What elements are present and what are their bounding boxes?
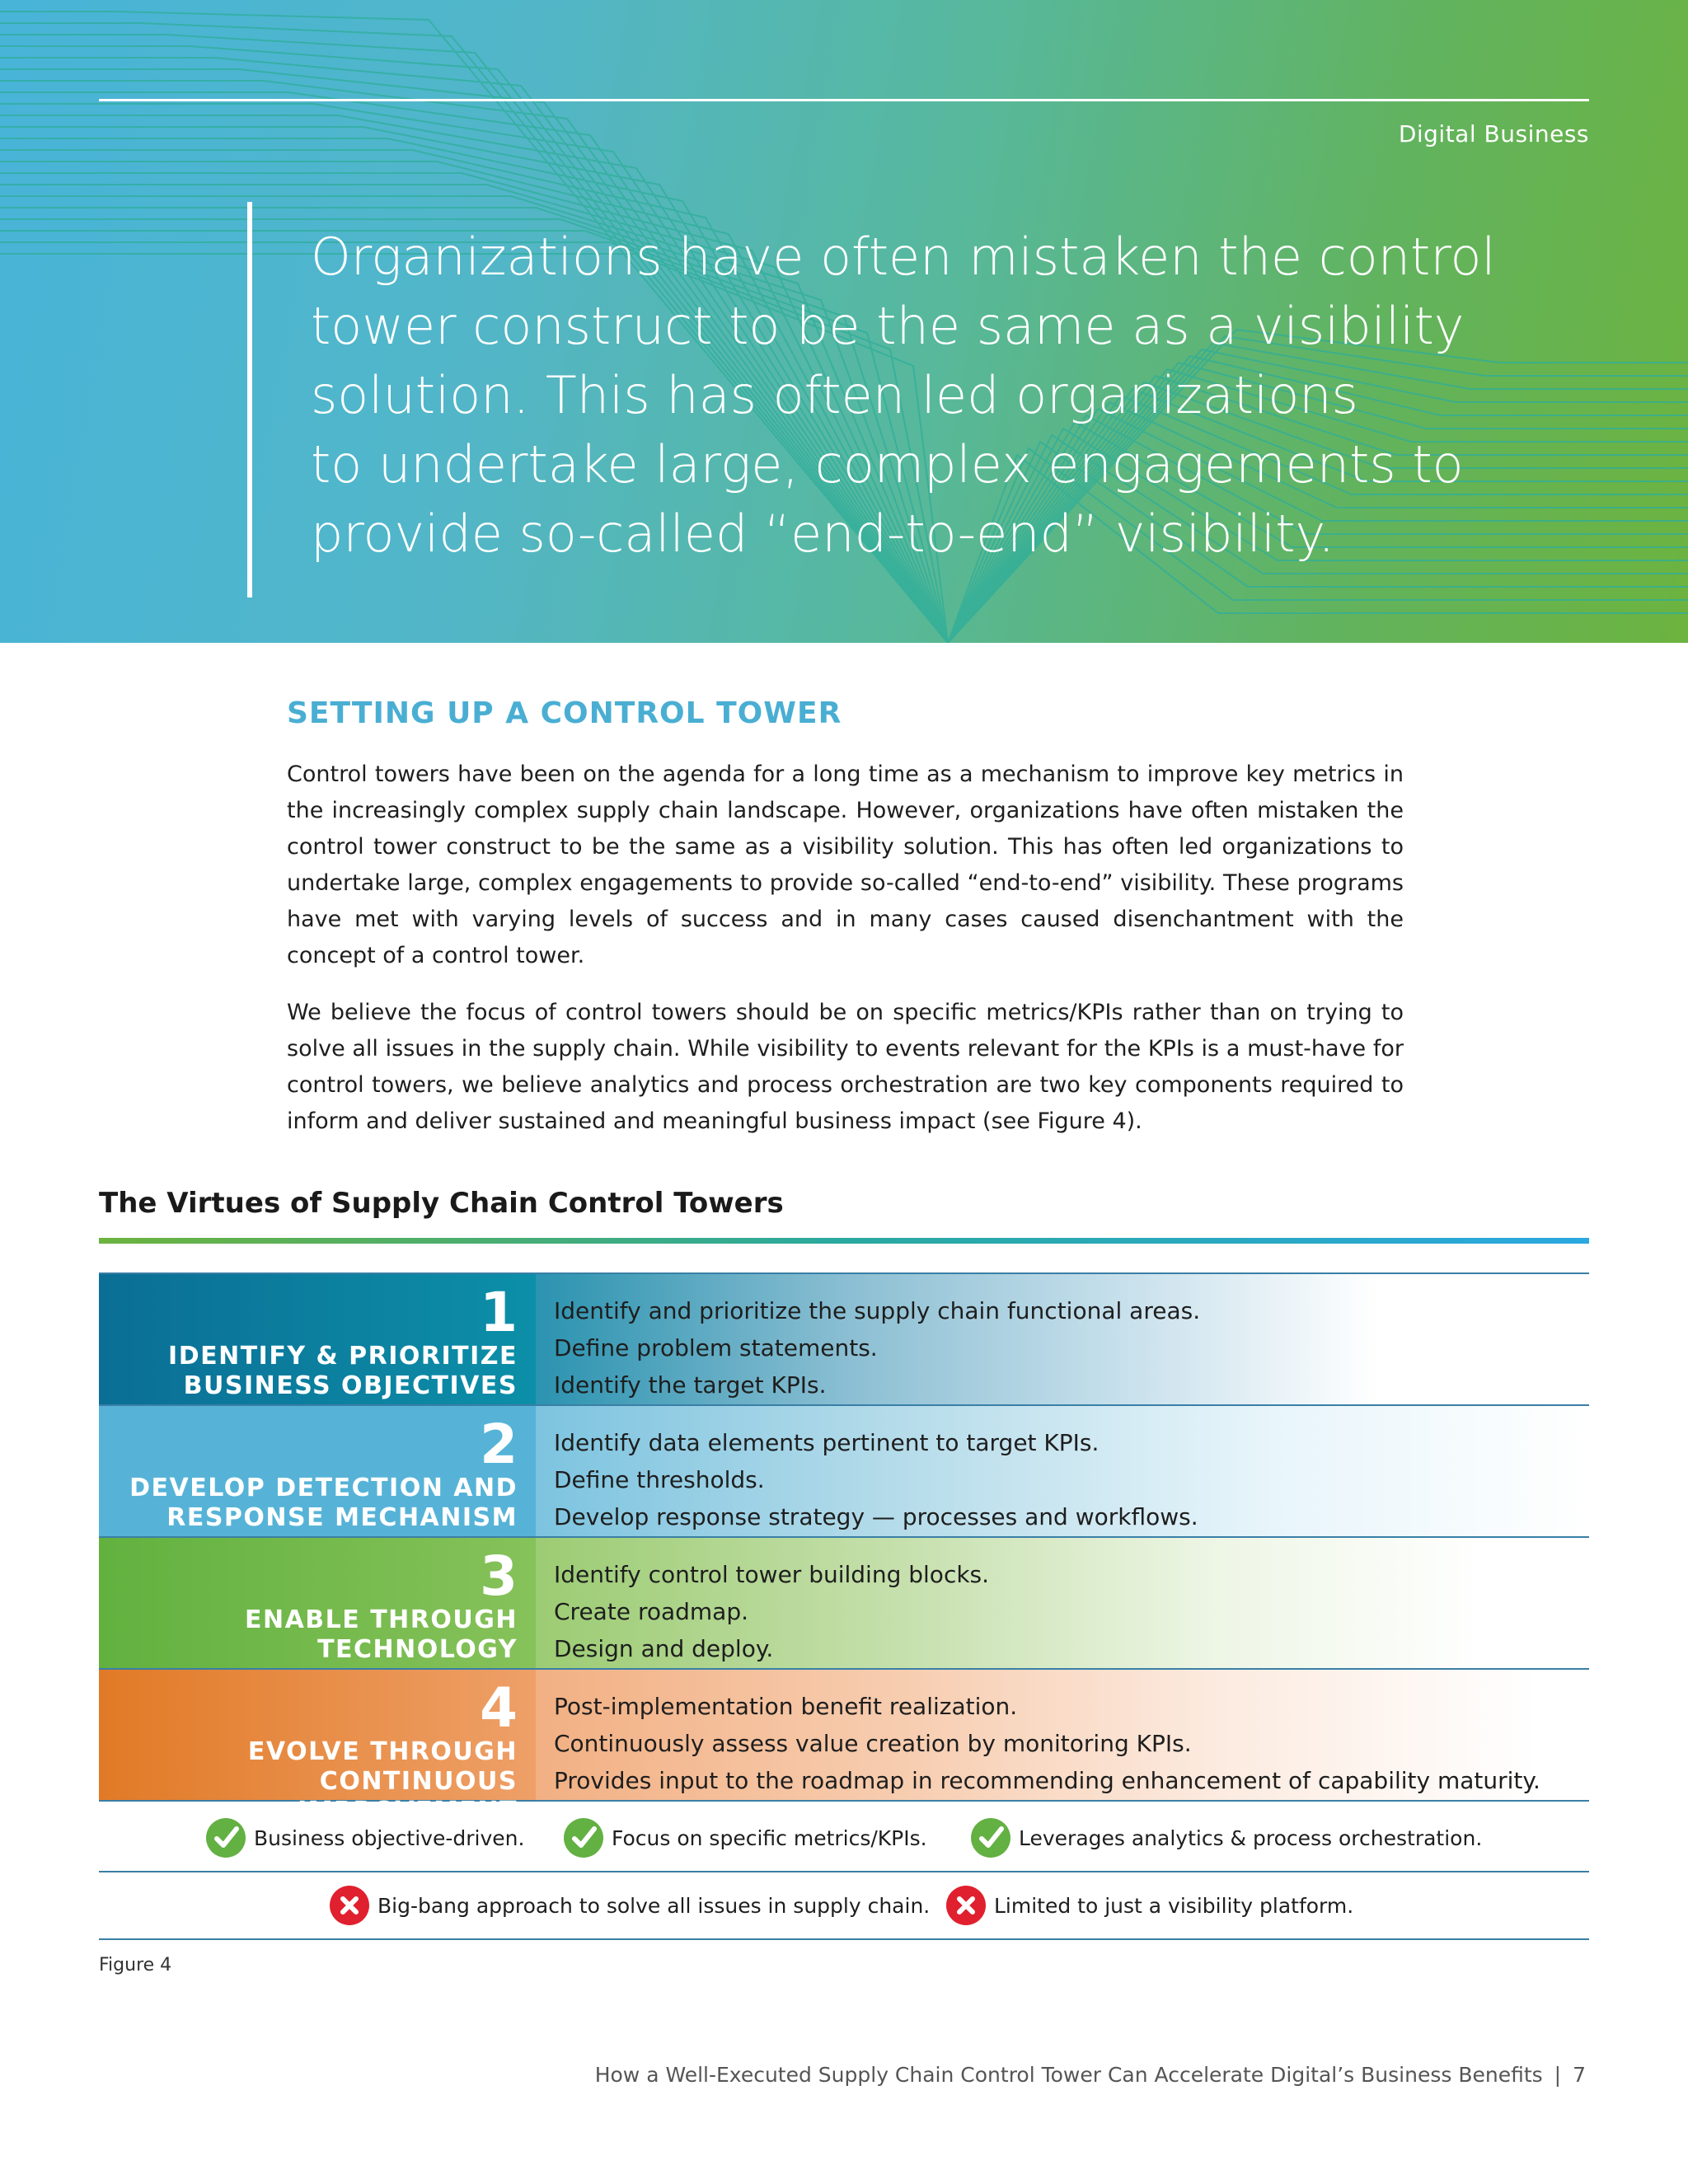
step-detail-line: Continuously assess value creation by monitoring KPIs.	[554, 1730, 1192, 1757]
con-text: Big-bang approach to solve all issues in supply chain.	[377, 1893, 931, 1918]
step-detail-line: Define thresholds.	[554, 1466, 765, 1493]
pro-item	[206, 1805, 524, 1871]
check-icon	[564, 1818, 603, 1858]
step-detail-line: Identify the target KPIs.	[554, 1371, 827, 1399]
figure-title: The Virtues of Supply Chain Control Towers	[99, 1187, 784, 1220]
pro-text: Focus on specific metrics/KPIs.	[612, 1825, 927, 1850]
step-number: 2	[480, 1413, 518, 1476]
footer-title: How a Well-Executed Supply Chain Control Tower Can Accelerate Digital’s Business Benefits	[594, 2063, 1543, 2087]
step-details	[536, 1292, 1589, 1404]
step-title: EVOLVE THROUGH CONTINUOUS IMPROVEMENT	[247, 1737, 518, 1825]
steps-table	[99, 1272, 1589, 1825]
figure-caption: Figure 4	[99, 1955, 172, 1975]
hero-banner	[0, 0, 1688, 643]
step-details	[536, 1688, 1589, 1799]
cross-icon	[946, 1886, 986, 1925]
section-label: Digital Business	[1398, 120, 1589, 148]
con-item	[946, 1872, 1353, 1938]
step-detail-line: Create roadmap.	[554, 1598, 749, 1625]
check-icon	[206, 1818, 246, 1858]
check-icon	[971, 1818, 1010, 1858]
step-number: 4	[480, 1676, 518, 1740]
page-footer	[595, 2063, 1586, 2087]
figure-title-rule	[99, 1238, 1589, 1244]
pro-text: Leverages analytics & process orchestration.	[1019, 1825, 1483, 1850]
pros-row	[99, 1805, 1589, 1872]
section-heading: SETTING UP A CONTROL TOWER	[287, 696, 842, 730]
footer-separator: |	[1554, 2063, 1562, 2087]
step-label-block	[99, 1406, 536, 1536]
step-detail-line: Post-implementation benefit realization.	[554, 1693, 1018, 1720]
pro-item	[971, 1805, 1482, 1871]
con-item	[330, 1872, 930, 1938]
step-detail-line: Define problem statements.	[554, 1334, 878, 1361]
step-detail-line: Identify and prioritize the supply chain functional areas.	[554, 1297, 1201, 1324]
step-title: ENABLE THROUGH TECHNOLOGY	[244, 1605, 518, 1664]
step-label-block	[99, 1274, 536, 1404]
step-row	[99, 1538, 1589, 1670]
page-number: 7	[1573, 2063, 1586, 2087]
step-row	[99, 1670, 1589, 1825]
step-details	[536, 1556, 1589, 1667]
step-detail-line: Identify data elements pertinent to target KPIs.	[554, 1429, 1100, 1456]
cross-icon	[330, 1886, 369, 1925]
step-number: 1	[480, 1281, 518, 1344]
step-number: 3	[480, 1544, 518, 1608]
pull-quote: Organizations have often mistaken the control tower construct to be the same as a visibility solution. This has often led organizations to undertake large, complex engagements to provide so-called “end-to-end” visibility.	[311, 227, 1496, 564]
cons-row	[99, 1872, 1589, 1940]
step-title: IDENTIFY & PRIORITIZE BUSINESS OBJECTIVES	[168, 1342, 518, 1400]
con-text: Limited to just a visibility platform.	[994, 1893, 1354, 1918]
step-detail-line: Develop response strategy — processes and workflows.	[554, 1503, 1198, 1530]
step-detail-line: Design and deploy.	[554, 1635, 774, 1662]
step-detail-line: Provides input to the roadmap in recommending enhancement of capability maturity.	[554, 1767, 1540, 1794]
pro-text: Business objective-driven.	[254, 1825, 525, 1850]
step-label-block	[99, 1538, 536, 1668]
step-row	[99, 1274, 1589, 1406]
step-label-block	[99, 1670, 536, 1825]
quote-bar	[247, 202, 252, 598]
body-paragraph: Control towers have been on the agenda for a long time as a mechanism to improve key metrics in the increasingly complex supply chain landscape. However, organizations have often mistaken the control tower construct to be the same as a visibility solution. This has often led organizations to undertake large, complex engagements to provide so-called “end-to-end” visibility. These programs have met with varying levels of success and in many cases caused disenchantment with the concept of a control tower.	[287, 762, 1404, 968]
hero-divider	[99, 99, 1589, 101]
step-detail-line: Identify control tower building blocks.	[554, 1561, 990, 1588]
body-paragraph: We believe the focus of control towers should be on specific metrics/KPIs rather than on trying to solve all issues in the supply chain. While visibility to events relevant for the KPIs is a must-have for control towers, we believe analytics and process orchestration are two key components required to inform and deliver sustained and meaningful business impact (see Figure 4).	[287, 1000, 1404, 1134]
step-details	[536, 1424, 1589, 1535]
pro-item	[564, 1805, 927, 1871]
step-row	[99, 1406, 1589, 1538]
step-title: DEVELOP DETECTION AND RESPONSE MECHANISM	[129, 1474, 518, 1532]
